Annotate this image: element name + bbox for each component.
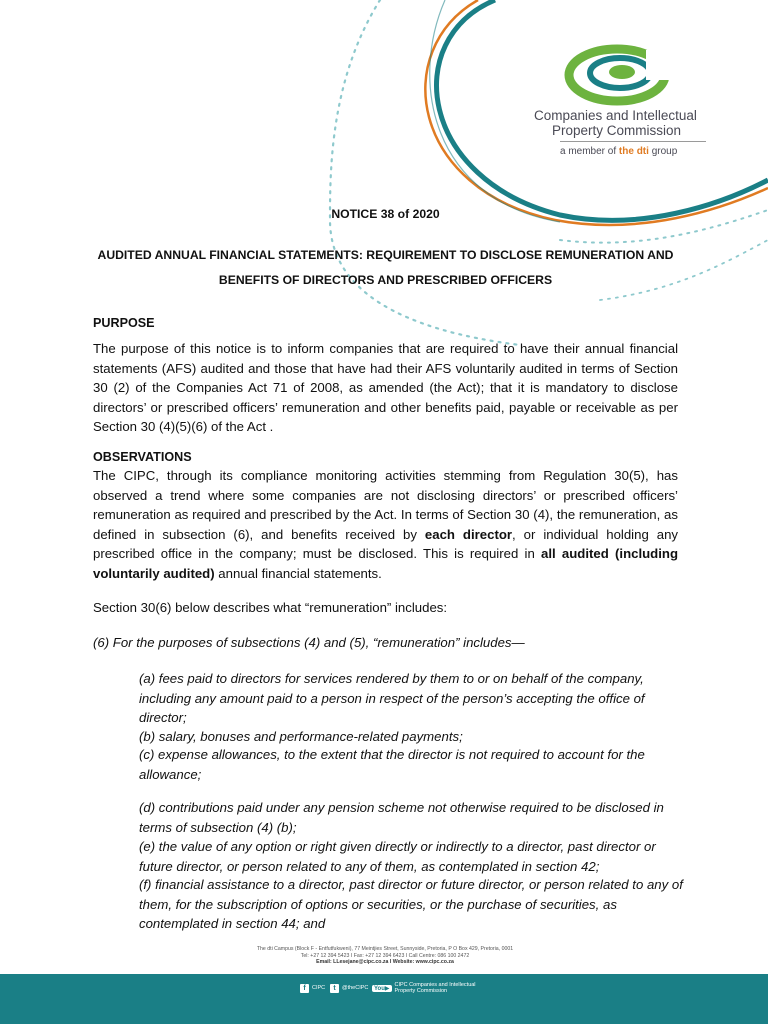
- clause-f: (f) financial assistance to a director, past director or future director, or person related to any of them, for the subscription of options or securities, or the purchase of securities, as contemplated in section 44; and: [139, 877, 683, 931]
- facebook-handle: CIPC: [312, 985, 326, 991]
- footer-phones: Tel: +27 12 394 5423 I Fax: +27 12 394 6423 I Call Centre: 086 100 2472: [300, 952, 470, 959]
- facebook-icon: f: [300, 984, 309, 993]
- observations-heading: OBSERVATIONS: [93, 450, 192, 464]
- clause-b: (b) salary, bonuses and performance-related payments;: [139, 729, 463, 744]
- youtube-channel-line1: CIPC Companies and Intellectual: [394, 982, 476, 988]
- observations-bold-each-director: each director: [424, 526, 513, 542]
- youtube-channel: [395, 982, 476, 994]
- purpose-paragraph: The purpose of this notice is to inform companies that are required to have their annual financial statements (AFS) audited and those that have had their AFS voluntarily audited in terms of Section 30 (2) of the Companies Act 71 of 2008, as amended (the Act); that it is mandatory to disclose directors’ or prescribed officers’ remuneration and other benefits paid, payable or receivable as per Section 30 (4)(5)(6) of the Act .: [93, 341, 678, 434]
- clause-c: (c) expense allowances, to the extent that the director is not required to account for the allowance;: [139, 747, 645, 782]
- observations-text-a: The CIPC, through its compliance monitoring activities stemming from Regulation 30(5), has observed a trend where some companies are not disclosing directors’ or prescribed officers’ remuneration as required and prescribed by the Act. In terms of Section 30 (4), the remuneration, as defined in subsection (6), and benefits received by: [93, 468, 678, 542]
- section-intro: Section 30(6) below describes what “remuneration” includes:: [93, 600, 448, 615]
- purpose-heading: PURPOSE: [93, 316, 155, 330]
- social-facebook[interactable]: [300, 982, 325, 994]
- observations-text-c: annual financial statements.: [214, 565, 382, 581]
- twitter-handle: @theCIPC: [342, 985, 369, 991]
- footer-address: The dti Campus (Block F - Entfutfukweni), 77 Meintjies Street, Sunnyside, Pretoria, P O Box 429, Pretoria, 0001: [256, 946, 514, 952]
- footer-email-website: Email: LLesejane@cipc.co.za I Website: www.cipc.co.za: [316, 959, 454, 966]
- logo-divider: [560, 141, 706, 142]
- clause-d: (d) contributions paid under any pension scheme not otherwise required to be disclosed in terms of subsection (4) (b);: [139, 800, 664, 835]
- notice-number: NOTICE 38 of 2020: [331, 207, 440, 221]
- cipc-logo-mark-icon: [562, 40, 672, 110]
- logo-member-brand: the dti: [618, 146, 649, 157]
- notice-title-line2: BENEFITS OF DIRECTORS AND PRESCRIBED OFFICERS: [218, 273, 553, 287]
- twitter-icon: t: [330, 984, 339, 993]
- observations-paragraph: [93, 466, 678, 583]
- logo-name-line1: Companies and Intellectual: [534, 108, 697, 123]
- clause-a: (a) fees paid to directors for services rendered by them to or on behalf of the company, including any amount paid to a person in respect of the person’s accepting the office of director;: [139, 671, 645, 725]
- clause-e: (e) the value of any option or right given directly or indirectly to a director, past director or future director, or person related to any of them, as contemplated in section 42;: [139, 839, 656, 874]
- logo-member-suffix: group: [648, 146, 678, 157]
- social-twitter[interactable]: [330, 982, 368, 994]
- logo-member-prefix: a member of: [560, 146, 619, 157]
- observations-bold-all-audited: all audited (including voluntarily audited): [93, 546, 679, 581]
- observations-text-b: , or individual holding any prescribed office in the company; must be disclosed. This is required in: [93, 526, 678, 561]
- youtube-channel-line2: Property Commission: [394, 988, 448, 994]
- footer-address-block: [180, 946, 590, 966]
- youtube-icon: You▶: [374, 985, 390, 992]
- section-lead: (6) For the purposes of subsections (4) and (5), “remuneration” includes—: [93, 635, 525, 650]
- cipc-logo-name: [530, 108, 720, 138]
- logo-name-line2: Property Commission: [552, 123, 682, 138]
- notice-title-line1: AUDITED ANNUAL FINANCIAL STATEMENTS: REQUIREMENT TO DISCLOSE REMUNERATION AND: [97, 248, 674, 262]
- logo-member-line: [560, 146, 677, 157]
- social-youtube[interactable]: [372, 982, 476, 994]
